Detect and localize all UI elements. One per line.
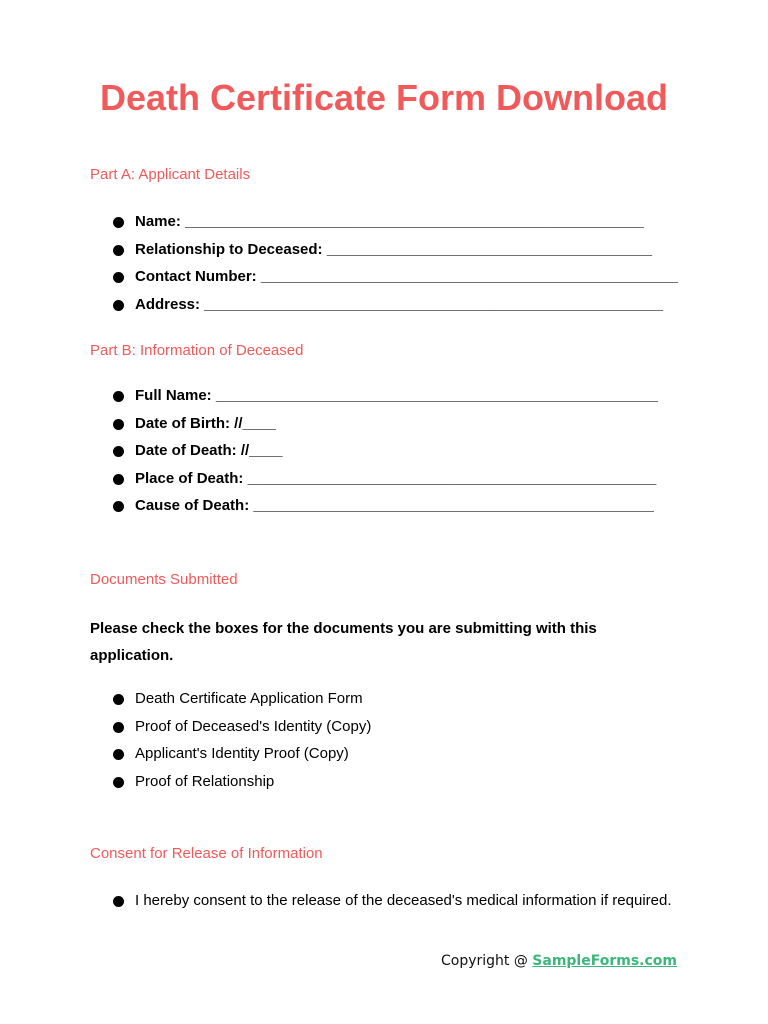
bullet-icon	[113, 501, 124, 512]
bullet-icon	[113, 474, 124, 485]
bullet-icon	[113, 272, 124, 283]
page-title: Death Certificate Form Download	[99, 77, 669, 118]
field-label: Relationship to Deceased: _______________________________________	[135, 240, 653, 258]
bullet-icon	[113, 722, 124, 733]
applicant-details-list	[90, 212, 678, 322]
bullet-icon	[113, 749, 124, 760]
part-a-heading: Part A: Applicant Details	[90, 166, 251, 183]
field-label: Date of Death: //____	[135, 442, 283, 459]
copyright-prefix: Copyright @	[440, 953, 533, 969]
field-place-of-death[interactable]	[90, 469, 658, 497]
field-label: Full Name: _____________________________________________________	[135, 387, 658, 404]
bullet-icon	[113, 245, 124, 256]
bullet-icon	[113, 694, 124, 705]
field-address[interactable]	[90, 295, 678, 323]
field-cause-of-death[interactable]	[90, 496, 658, 524]
bullet-icon	[113, 391, 124, 402]
document-item[interactable]	[90, 744, 371, 772]
bullet-icon	[113, 896, 124, 907]
bullet-icon	[113, 419, 124, 430]
copyright-footer	[441, 951, 677, 971]
document-label: Proof of Relationship	[135, 772, 275, 790]
field-label: Cause of Death: ________________________________________________	[135, 497, 654, 514]
document-label: Proof of Deceased's Identity (Copy)	[135, 717, 372, 735]
document-label: Death Certificate Application Form	[135, 690, 363, 707]
bullet-icon	[113, 217, 124, 228]
field-label: Date of Birth: //____	[135, 414, 276, 432]
consent-label: I hereby consent to the release of the deceased's medical information if required.	[135, 892, 672, 909]
brand-link[interactable]: SampleForms.com	[532, 953, 677, 969]
part-b-heading: Part B: Information of Deceased	[90, 342, 304, 359]
field-full-name[interactable]	[90, 386, 658, 414]
consent-heading: Consent for Release of Information	[90, 845, 323, 862]
deceased-info-list	[90, 386, 658, 524]
field-label: Contact Number: __________________________________________________	[135, 268, 678, 285]
documents-instruction: Please check the boxes for the documents you are submitting with this application.	[90, 620, 597, 664]
document-item[interactable]	[90, 717, 371, 745]
consent-item[interactable]	[90, 891, 672, 919]
consent-list	[90, 891, 672, 919]
field-label: Place of Death: _________________________________________________	[135, 469, 657, 487]
bullet-icon	[113, 300, 124, 311]
document-item[interactable]	[90, 689, 371, 717]
field-label: Name: _______________________________________________________	[135, 213, 644, 230]
bullet-icon	[113, 446, 124, 457]
field-date-of-birth[interactable]	[90, 414, 658, 442]
document-item[interactable]	[90, 772, 371, 800]
field-relationship[interactable]	[90, 240, 678, 268]
field-date-of-death[interactable]	[90, 441, 658, 469]
document-label: Applicant's Identity Proof (Copy)	[135, 745, 349, 762]
bullet-icon	[113, 777, 124, 788]
field-label: Address: _______________________________________________________	[135, 295, 664, 313]
documents-heading: Documents Submitted	[90, 571, 238, 588]
field-contact-number[interactable]	[90, 267, 678, 295]
documents-list	[90, 689, 371, 799]
field-name[interactable]	[90, 212, 678, 240]
